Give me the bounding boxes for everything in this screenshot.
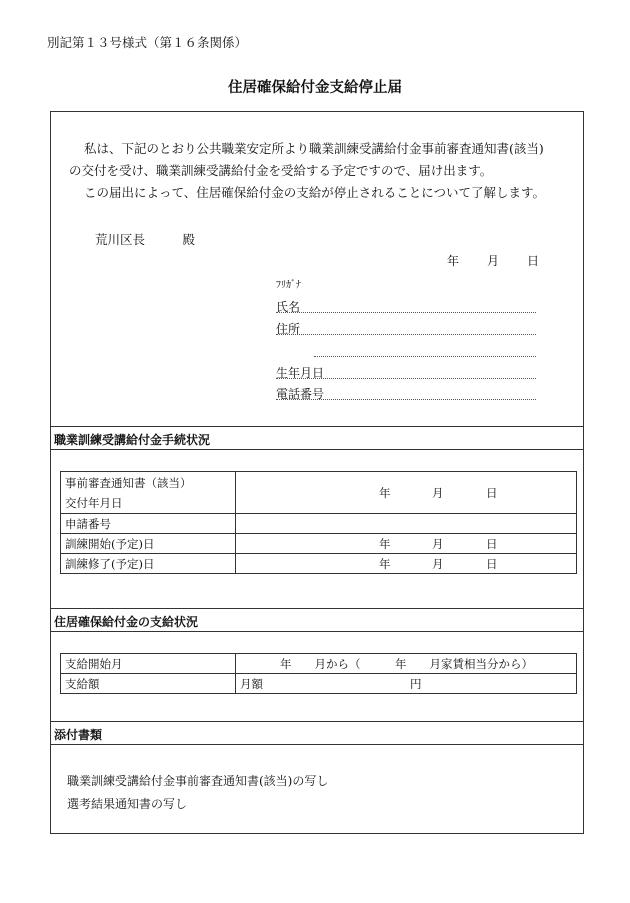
year-label: 年	[379, 485, 391, 500]
table-row	[61, 554, 577, 574]
address-field[interactable]	[276, 334, 536, 335]
table-row	[61, 514, 577, 534]
row-label: 交付年月日	[65, 495, 123, 510]
day-label: 日	[486, 485, 498, 500]
divider	[51, 721, 583, 722]
birthdate-field[interactable]	[276, 378, 536, 379]
month-label: 月	[432, 485, 444, 500]
addressee: 荒川区長 殿	[95, 232, 196, 247]
day-label: 日	[486, 536, 498, 551]
table-row	[61, 534, 577, 554]
section1-title: 職業訓練受講給付金手続状況	[54, 433, 211, 447]
year-label: 年	[379, 556, 391, 571]
furigana-label: ﾌﾘｶﾞﾅ	[276, 280, 301, 291]
table-cell-label	[61, 472, 236, 514]
date-year-label: 年	[447, 254, 460, 268]
amount-prefix: 月額	[240, 676, 263, 691]
table-cell-label: 支給額	[61, 674, 236, 694]
document-title: 住居確保給付金支給停止届	[228, 80, 402, 96]
training-start-date-field[interactable]	[236, 534, 577, 554]
date-month-label: 月	[487, 254, 500, 268]
divider	[51, 449, 583, 450]
table-cell-label: 支給開始月	[61, 654, 236, 674]
phone-label: 電話番号	[276, 387, 325, 401]
name-field[interactable]	[276, 312, 536, 313]
day-label: 日	[486, 556, 498, 571]
table-row	[61, 654, 577, 674]
amount-unit: 円	[410, 676, 422, 691]
form-frame	[50, 111, 584, 834]
address-label: 住所	[276, 322, 301, 336]
section2-title: 住居確保給付金の支給状況	[54, 615, 199, 629]
notice-date-field[interactable]	[236, 472, 577, 514]
training-status-table	[60, 471, 577, 574]
address-field-line2[interactable]	[314, 356, 536, 357]
statement-line-1: 私は、下記のとおり公共職業安定所より職業訓練受講給付金事前審査通知書(該当)	[84, 141, 544, 156]
section3-title: 添付書類	[54, 728, 103, 742]
divider	[51, 608, 583, 609]
divider	[51, 744, 583, 745]
birthdate-label: 生年月日	[276, 366, 325, 380]
month-label: 月	[432, 536, 444, 551]
statement-line-2: の交付を受け、職業訓練受講給付金を受給する予定ですので、届け出ます。	[69, 163, 493, 178]
table-row	[61, 472, 577, 514]
attachment-item: 選考結果通知書の写し	[67, 797, 188, 811]
amount-field[interactable]	[236, 674, 577, 694]
benefit-status-table	[60, 653, 577, 694]
divider	[51, 631, 583, 632]
year-label: 年	[379, 536, 391, 551]
table-cell-label: 訓練修了(予定)日	[61, 554, 236, 574]
divider	[51, 426, 583, 427]
name-label: 氏名	[276, 300, 301, 314]
start-month-field[interactable]: 年 月から（ 年 月家賃相当分から）	[236, 654, 577, 674]
table-cell-label: 申請番号	[61, 514, 236, 534]
row-label: 事前審査通知書（該当）	[65, 475, 192, 490]
application-number-field[interactable]	[236, 514, 577, 534]
phone-field[interactable]	[276, 399, 536, 400]
form-reference: 別記第１３号様式（第１６条関係）	[47, 35, 248, 50]
table-cell-label: 訓練開始(予定)日	[61, 534, 236, 554]
month-label: 月	[432, 556, 444, 571]
date-day-label: 日	[527, 254, 540, 268]
table-row	[61, 674, 577, 694]
statement-line-3: この届出によって、住居確保給付金の支給が停止されることについて了解します。	[84, 185, 546, 200]
attachment-item: 職業訓練受講給付金事前審査通知書(該当)の写し	[67, 774, 329, 788]
training-end-date-field[interactable]	[236, 554, 577, 574]
